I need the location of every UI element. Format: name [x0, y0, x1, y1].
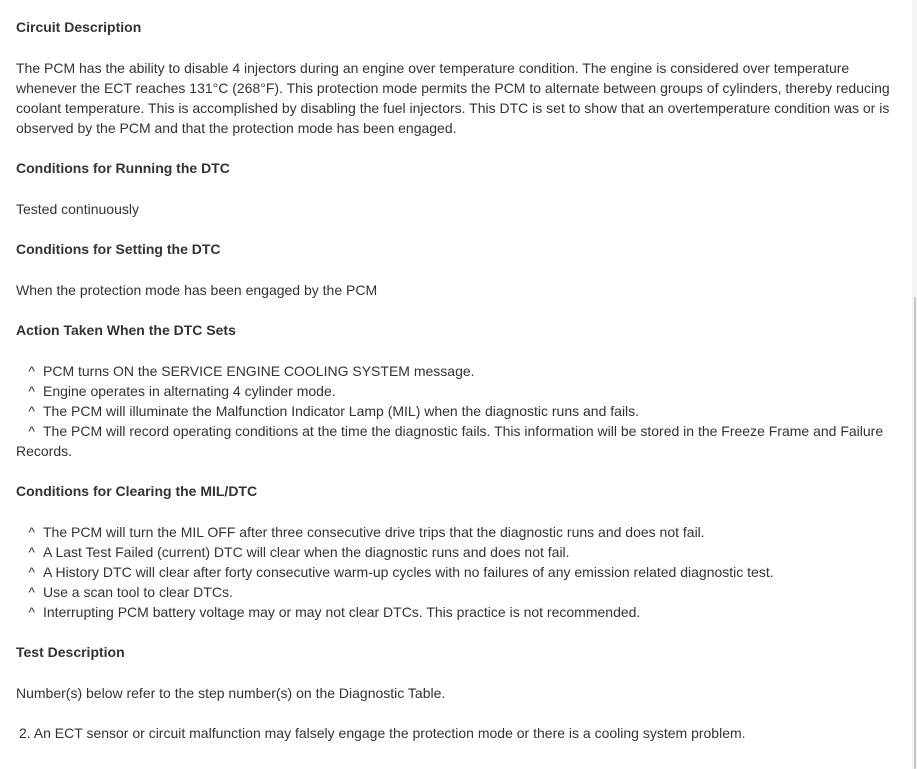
- heading-conditions-setting: Conditions for Setting the DTC: [16, 241, 221, 257]
- scrollbar-thumb[interactable]: [914, 297, 916, 769]
- conditions-clearing-list: [16, 522, 900, 622]
- test-description-text: Number(s) below refer to the step number(s) on the Diagnostic Table.: [16, 685, 446, 701]
- caret-icon: ^: [28, 564, 35, 580]
- heading-test-description: Test Description: [16, 644, 125, 660]
- document-body: [16, 17, 900, 743]
- heading-action-taken: Action Taken When the DTC Sets: [16, 322, 236, 338]
- list-item: ^ The PCM will turn the MIL OFF after three consecutive drive trips that the diagnostic runs and does not fail.: [28, 524, 705, 540]
- list-item: ^ A History DTC will clear after forty consecutive warm-up cycles with no failures of any emission related diagnostic test.: [28, 564, 774, 580]
- list-item: ^ A Last Test Failed (current) DTC will clear when the diagnostic runs and does not fail.: [28, 544, 570, 560]
- heading-conditions-clearing: Conditions for Clearing the MIL/DTC: [16, 483, 258, 499]
- list-item: ^ Use a scan tool to clear DTCs.: [28, 584, 233, 600]
- circuit-description-text: The PCM has the ability to disable 4 injectors during an engine over temperature condition. The engine is considered over temperature whenever the ECT reaches 131°C (268°F). This protection mode permits the PCM to alternate between groups of cylinders, thereby reducing coolant temperature. This is accomplished by disabling the fuel injectors. This DTC is set to show that an overtemperature condition was or is observed by the PCM and that the protection mode has been engaged.: [16, 60, 890, 136]
- list-item: ^ The PCM will record operating conditions at the time the diagnostic fails. This information will be stored in the Freeze Frame and Failure Records.: [16, 423, 884, 459]
- conditions-setting-text: When the protection mode has been engaged by the PCM: [16, 282, 378, 298]
- conditions-running-text: Tested continuously: [16, 201, 139, 217]
- list-item: ^ Interrupting PCM battery voltage may or may not clear DTCs. This practice is not recommended.: [28, 604, 641, 620]
- caret-icon: ^: [28, 604, 35, 620]
- heading-conditions-running: Conditions for Running the DTC: [16, 160, 230, 176]
- caret-icon: ^: [28, 423, 35, 439]
- caret-icon: ^: [28, 544, 35, 560]
- list-item: ^ The PCM will illuminate the Malfunction Indicator Lamp (MIL) when the diagnostic runs and fails.: [28, 403, 640, 419]
- list-item: ^ Engine operates in alternating 4 cylinder mode.: [28, 383, 336, 399]
- test-step-2: 2. An ECT sensor or circuit malfunction may falsely engage the protection mode or there is a cooling system problem.: [19, 725, 746, 741]
- list-item: ^ PCM turns ON the SERVICE ENGINE COOLING SYSTEM message.: [28, 363, 475, 379]
- scrollbar[interactable]: [912, 0, 917, 769]
- action-taken-list: [16, 361, 900, 461]
- caret-icon: ^: [28, 584, 35, 600]
- caret-icon: ^: [28, 403, 35, 419]
- caret-icon: ^: [28, 524, 35, 540]
- caret-icon: ^: [28, 363, 35, 379]
- heading-circuit-description: Circuit Description: [16, 19, 142, 35]
- caret-icon: ^: [28, 383, 35, 399]
